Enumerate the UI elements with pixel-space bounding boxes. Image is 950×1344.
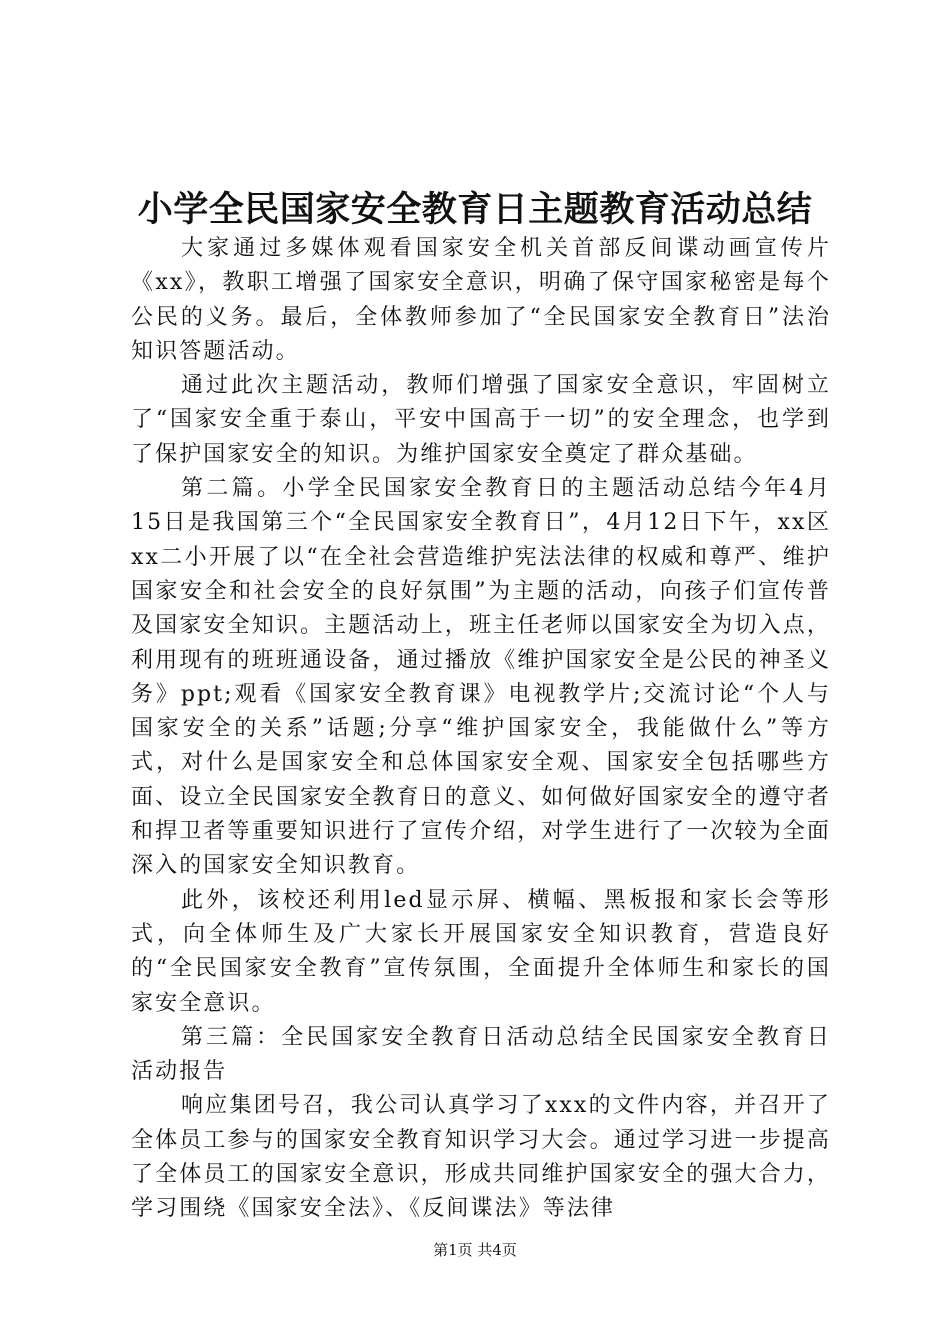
document-body [131, 232, 831, 1227]
paragraph: 第二篇。小学全民国家安全教育日的主题活动总结今年4月15日是我国第三个“全民国家安全教育日”，4月12日下午，xx区xx二小开展了以“在全社会营造维护宪法法律的权威和尊严、维护国家安全和社会安全的良好氛围”为主题的活动，向孩子们宣传普及国家安全知识。主题活动上，班主任老师以国家安全为切入点，利用现有的班班通设备，通过播放《维护国家安全是公民的神圣义务》ppt;观看《国家安全教育课》电视教学片;交流讨论“个人与国家安全的关系”话题;分享“维护国家安全，我能做什么”等方式，对什么是国家安全和总体国家安全观、国家安全包括哪些方面、设立全民国家安全教育日的意义、如何做好国家安全的遵守者和捍卫者等重要知识进行了宣传介绍，对学生进行了一次较为全面深入的国家安全知识教育。 [131, 476, 831, 879]
document-title: 小学全民国家安全教育日主题教育活动总结 [137, 189, 813, 230]
paragraph: 此外，该校还利用led显示屏、横幅、黑板报和家长会等形式，向全体师生及广大家长开展国家安全知识教育，营造良好的“全民国家安全教育”宣传氛围，全面提升全体师生和家长的国家安全意识。 [131, 887, 831, 1016]
page-number-footer: 第1页 共4页 [433, 1241, 517, 1259]
paragraph: 通过此次主题活动，教师们增强了国家安全意识，牢固树立了“国家安全重于泰山，平安中国高于一切”的安全理念，也学到了保护国家安全的知识。为维护国家安全奠定了群众基础。 [131, 373, 831, 467]
paragraph: 第三篇：全民国家安全教育日活动总结全民国家安全教育日活动报告 [131, 1024, 831, 1085]
paragraph: 大家通过多媒体观看国家安全机关首部反间谍动画宣传片《xx》，教职工增强了国家安全意识，明确了保守国家秘密是每个公民的义务。最后，全体教师参加了“全民国家安全教育日”法治知识答题活动。 [131, 236, 831, 364]
paragraph: 响应集团号召，我公司认真学习了xxx的文件内容，并召开了全体员工参与的国家安全教育知识学习大会。通过学习进一步提高了全体员工的国家安全意识，形成共同维护国家安全的强大合力，学习围绕《国家安全法》、《反间谍法》等法律 [131, 1093, 831, 1222]
